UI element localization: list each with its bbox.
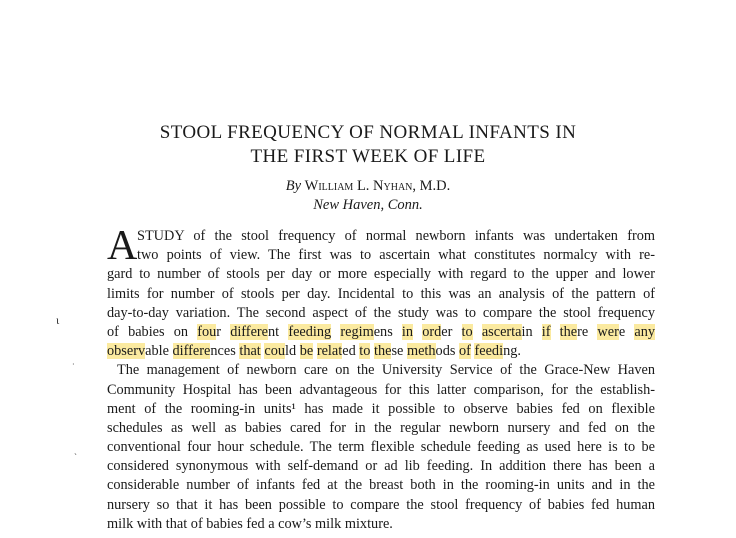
body-line: gard to number of stools per day or more especially with regard to the upper and lower [107,266,655,283]
highlighted-text: any [634,323,655,340]
text-segment: ed [342,343,360,360]
highlighted-text: fou [197,323,217,340]
margin-mark: ι [56,313,60,327]
author-byline [0,178,736,195]
margin-dot: · [72,360,75,369]
body-line-highlighted [107,342,655,361]
text-segment: re [577,323,598,340]
text-segment: e [618,323,635,340]
highlighted-text: wer [597,323,619,340]
text-segment: ng. [503,343,521,360]
highlighted-text: meth [406,343,436,360]
highlighted-text: relat [316,343,343,360]
body-line: nursery so that it has been possible to compare the stool frequency of babies fed human [107,496,655,513]
margin-tick: ˋ [74,452,77,462]
text-segment: nt [268,323,289,340]
text-segment: able [145,343,173,360]
highlighted-text: be [299,343,314,360]
body-line: considerable number of infants fed at the breast both in the rooming-in units and in the [107,477,655,494]
body-line: limits for number of stools per day. Incidental to this was an analysis of the pattern of [107,285,655,302]
highlighted-text: in [401,323,414,340]
highlighted-text: cou [264,343,286,360]
body-line: STUDY of the stool frequency of normal newborn infants was undertaken from [137,228,655,244]
highlighted-text: regim [340,323,374,340]
paragraph-2 [107,361,655,534]
text-segment [551,324,560,340]
text-segment: r [216,323,231,340]
highlighted-text: observ [107,343,146,360]
paragraph-1 [107,223,655,361]
text-segment: in [521,323,542,340]
text-segment: of babies on [107,323,198,340]
byline-prefix: By [285,178,302,194]
highlighted-text: of [458,343,471,360]
drop-cap: A [107,223,138,269]
text-segment: ld [285,343,300,360]
text-segment [331,324,340,340]
highlighted-text: ascerta [481,323,522,340]
body-line: conventional four hour schedule. The term flexible schedule feeding as used here is to be [107,439,655,456]
author-location: New Haven, Conn. [313,197,423,213]
article-body [107,223,655,534]
text-segment: er [441,323,462,340]
text-segment: se [391,343,407,360]
body-line-highlighted [107,323,655,342]
body-line: two points of view. The first was to ascertain what constitutes normalcy with re- [137,247,655,264]
text-segment: ods [435,343,459,360]
highlighted-text: differe [230,323,269,340]
text-segment: nces [210,343,240,360]
highlighted-text: differe [172,343,211,360]
author-name: William L. Nyhan, M.D. [304,178,451,194]
body-line: considered synonymous with self-demand or ad lib feeding. In addition there has been a [107,458,655,475]
body-line: milk with that of babies fed a cow’s milk mixture. [107,515,393,532]
article-title-line-1: STOOL FREQUENCY OF NORMAL INFANTS IN [159,122,577,143]
highlighted-text: that [239,343,261,360]
text-segment [413,324,422,340]
body-line: schedules as well as babies cared for in the regular newborn nursery and fed on the [107,419,655,436]
highlighted-text: to [359,343,371,360]
body-line: ment of the rooming-in units¹ has made it possible to observe babies fed on flexible [107,400,655,417]
highlighted-text: feeding [288,323,332,340]
article-title-line-2: THE FIRST WEEK OF LIFE [250,146,486,167]
text-segment: ens [373,323,402,340]
highlighted-text: if [541,323,551,340]
text-segment [473,324,482,340]
highlighted-text: the [374,343,392,360]
highlighted-text: feedi [474,343,504,360]
body-line: day-to-day variation. The second aspect of the study was to compare the stool frequency [107,304,655,321]
body-line: The management of newborn care on the University Service of the Grace-New Haven [117,362,655,379]
highlighted-text: to [461,323,473,340]
body-line: Community Hospital has been advantageous for this latter comparison, for the establish- [107,381,655,398]
highlighted-text: ord [422,323,442,340]
highlighted-text: the [559,323,578,340]
